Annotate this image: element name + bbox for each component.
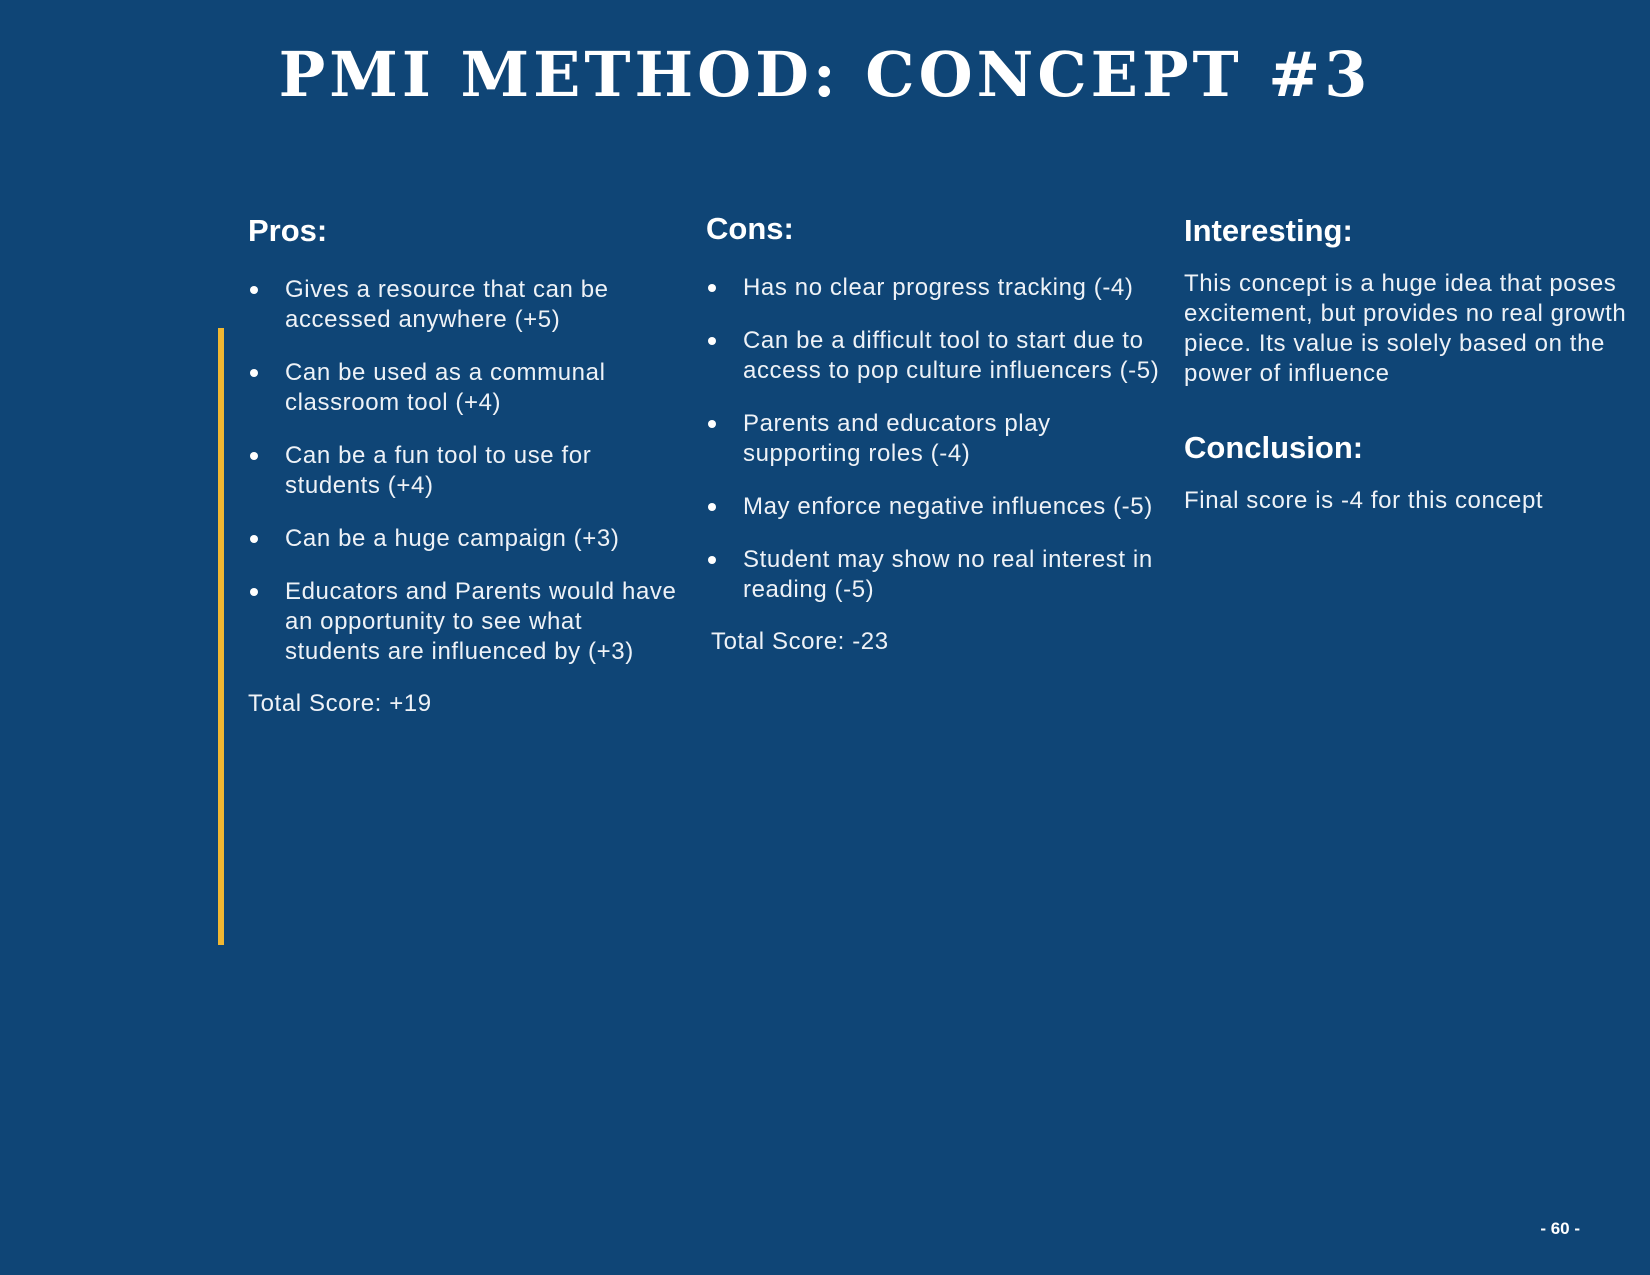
cons-column bbox=[706, 210, 1176, 656]
page-title: PMI METHOD: CONCEPT #3 bbox=[278, 38, 1372, 111]
bullet-icon bbox=[708, 420, 716, 428]
cons-item-text: Student may show no real interest in reading (-5) bbox=[743, 546, 1153, 604]
pros-item bbox=[248, 441, 678, 501]
interesting-heading: Interesting: bbox=[1184, 213, 1353, 248]
pros-item-text: Gives a resource that can be accessed anywhere (+5) bbox=[285, 276, 609, 334]
bullet-icon bbox=[250, 535, 258, 543]
conclusion-heading: Conclusion: bbox=[1184, 430, 1364, 466]
bullet-icon bbox=[708, 503, 716, 511]
cons-item bbox=[706, 273, 1176, 303]
bullet-icon bbox=[250, 452, 258, 460]
cons-item-text: Has no clear progress tracking (-4) bbox=[743, 274, 1134, 302]
cons-item bbox=[706, 409, 1176, 469]
interesting-column bbox=[1184, 212, 1644, 516]
pros-list bbox=[248, 275, 678, 667]
cons-heading: Cons: bbox=[706, 211, 794, 246]
bullet-icon bbox=[250, 369, 258, 377]
pros-item bbox=[248, 577, 678, 667]
pros-item bbox=[248, 358, 678, 418]
pros-heading: Pros: bbox=[248, 213, 328, 248]
pros-item-text: Can be a fun tool to use for students (+4) bbox=[285, 442, 592, 500]
cons-item bbox=[706, 492, 1176, 522]
cons-item-text: Parents and educators play supporting roles (-4) bbox=[743, 410, 1051, 468]
cons-list bbox=[706, 273, 1176, 605]
accent-rule bbox=[218, 328, 224, 945]
pros-column bbox=[248, 212, 678, 718]
cons-item-text: Can be a difficult tool to start due to access to pop culture influencers (-5) bbox=[743, 327, 1160, 385]
conclusion-text: Final score is -4 for this concept bbox=[1184, 487, 1544, 515]
pros-item-text: Can be used as a communal classroom tool (+4) bbox=[285, 359, 606, 417]
pros-item-text: Educators and Parents would have an opportunity to see what students are influenced by (+3) bbox=[285, 578, 677, 666]
bullet-icon bbox=[250, 286, 258, 294]
bullet-icon bbox=[708, 284, 716, 292]
pros-item-text: Can be a huge campaign (+3) bbox=[285, 525, 620, 553]
bullet-icon bbox=[708, 337, 716, 345]
page-number: - 60 - bbox=[1540, 1219, 1580, 1238]
bullet-icon bbox=[708, 556, 716, 564]
pros-total-score: Total Score: +19 bbox=[248, 690, 432, 718]
bullet-icon bbox=[250, 588, 258, 596]
cons-item-text: May enforce negative influences (-5) bbox=[743, 493, 1153, 521]
pros-item bbox=[248, 275, 678, 335]
cons-total-score: Total Score: -23 bbox=[711, 628, 889, 656]
pros-item bbox=[248, 524, 678, 554]
interesting-text: This concept is a huge idea that poses excitement, but provides no real growth piece. Its value is solely based on the power of influence bbox=[1184, 270, 1627, 388]
cons-item bbox=[706, 545, 1176, 605]
cons-item bbox=[706, 326, 1176, 386]
